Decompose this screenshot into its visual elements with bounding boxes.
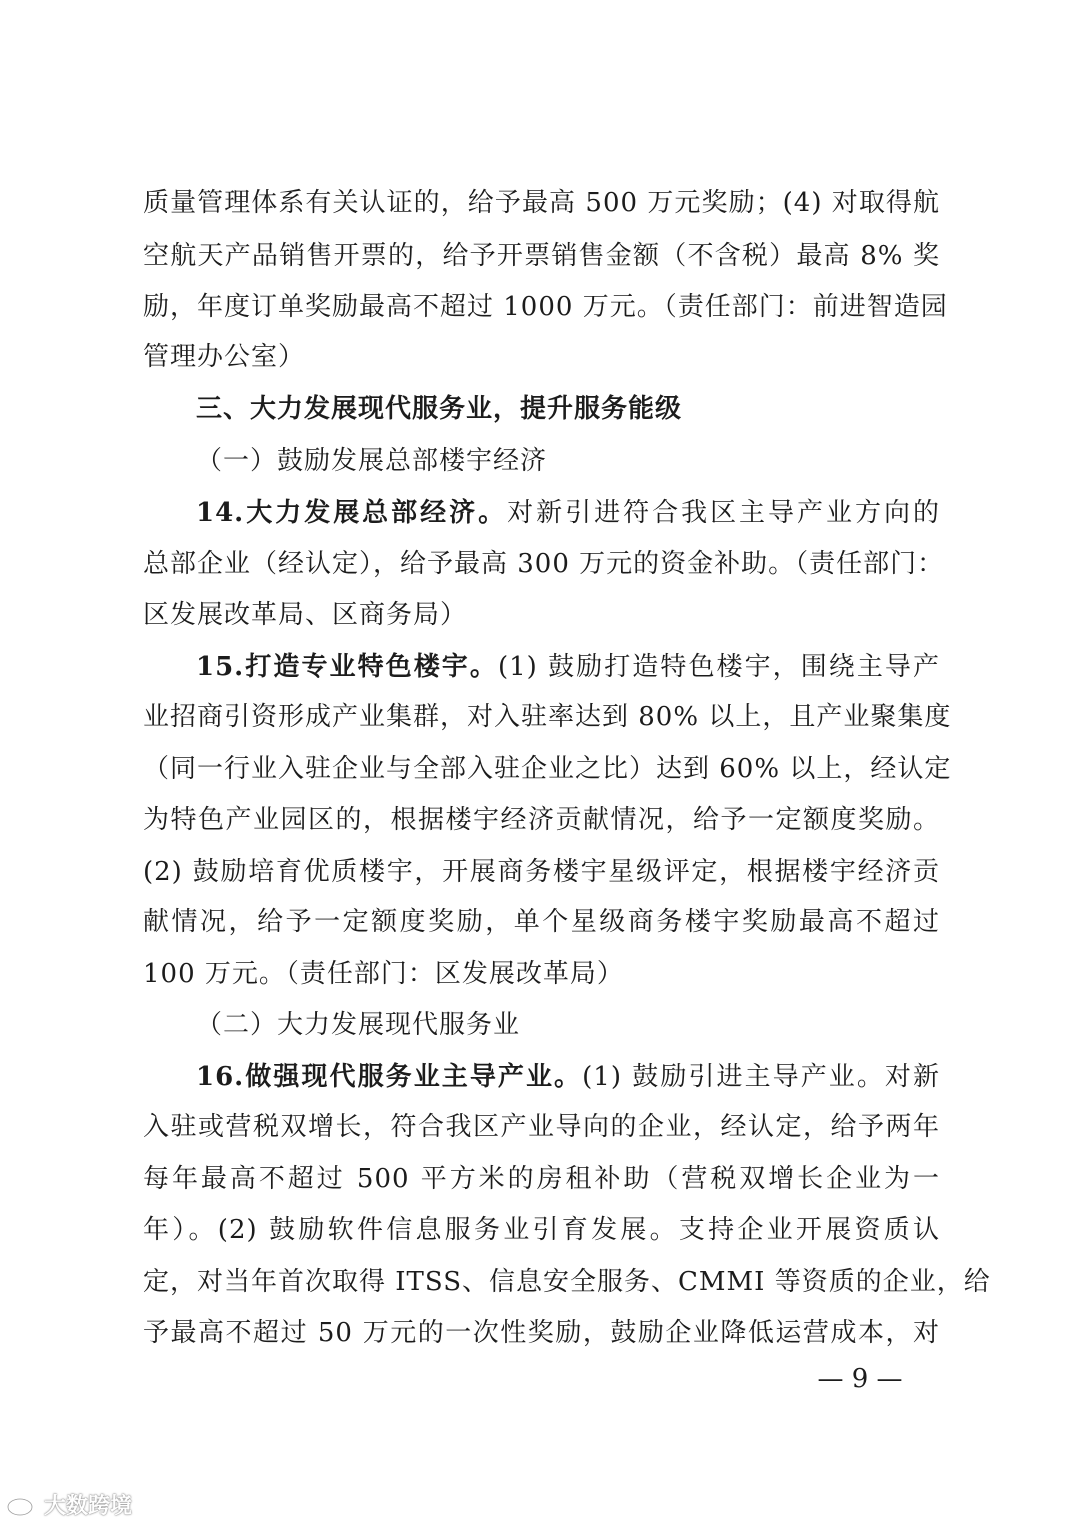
- item-15-title: 15.打造专业特色楼宇。: [196, 652, 498, 682]
- paragraph-line: 为特色产业园区的，根据楼宇经济贡献情况，给予一定额度奖励。: [143, 805, 940, 835]
- page-number: — 9 —: [817, 1364, 903, 1394]
- paragraph-line: （同一行业入驻企业与全部入驻企业之比）达到 60% 以上，经认定: [143, 754, 952, 784]
- paragraph-line: 励，年度订单奖励最高不超过 1000 万元。（责任部门：前进智造园: [143, 292, 948, 322]
- paragraph-line: 质量管理体系有关认证的，给予最高 500 万元奖励；(4) 对取得航: [143, 188, 940, 218]
- paragraph-line: 100 万元。（责任部门：区发展改革局）: [143, 959, 624, 989]
- paragraph-line: (2) 鼓励培育优质楼宇，开展商务楼宇星级评定，根据楼宇经济贡: [143, 857, 940, 887]
- item-14-first-line: [196, 496, 940, 530]
- item-14-text: 对新引进符合我区主导产业方向的: [507, 498, 940, 528]
- paragraph-line: 每年最高不超过 500 平方米的房租补助（营税双增长企业为一: [143, 1164, 940, 1194]
- item-16-text: (1) 鼓励引进主导产业。对新: [582, 1062, 940, 1092]
- paragraph-line: 年）。(2) 鼓励软件信息服务业引育发展。支持企业开展资质认: [143, 1215, 940, 1245]
- weibo-logo-icon: [6, 1491, 40, 1517]
- paragraph-line: 区发展改革局、区商务局）: [143, 600, 468, 630]
- item-16-first-line: [196, 1060, 940, 1094]
- watermark-text: 大数跨境: [44, 1493, 133, 1519]
- paragraph-line: 业招商引资形成产业集群，对入驻率达到 80% 以上，且产业聚集度: [143, 702, 952, 732]
- paragraph-line: 总部企业（经认定），给予最高 300 万元的资金补助。（责任部门：: [143, 549, 945, 579]
- paragraph-line: 献情况，给予一定额度奖励，单个星级商务楼宇奖励最高不超过: [143, 907, 940, 937]
- item-15-first-line: [196, 650, 940, 684]
- paragraph-line: 空航天产品销售开票的，给予开票销售金额（不含税）最高 8% 奖: [143, 241, 940, 271]
- subsection-heading: （一）鼓励发展总部楼宇经济: [196, 446, 548, 476]
- item-14-title: 14.大力发展总部经济。: [196, 498, 508, 528]
- paragraph-line: 管理办公室）: [143, 342, 306, 372]
- item-16-title: 16.做强现代服务业主导产业。: [196, 1062, 583, 1092]
- paragraph-line: 入驻或营税双增长，符合我区产业导向的企业，经认定，给予两年: [143, 1112, 940, 1142]
- item-15-text: (1) 鼓励打造特色楼宇，围绕主导产: [497, 652, 940, 682]
- subsection-heading: （二）大力发展现代服务业: [196, 1010, 521, 1040]
- paragraph-line: 定，对当年首次取得 ITSS、信息安全服务、CMMI 等资质的企业，给: [143, 1267, 991, 1297]
- paragraph-line: 予最高不超过 50 万元的一次性奖励，鼓励企业降低运营成本，对: [143, 1318, 940, 1348]
- section-heading: 三、大力发展现代服务业，提升服务能级: [196, 394, 683, 424]
- watermark: [6, 1489, 132, 1519]
